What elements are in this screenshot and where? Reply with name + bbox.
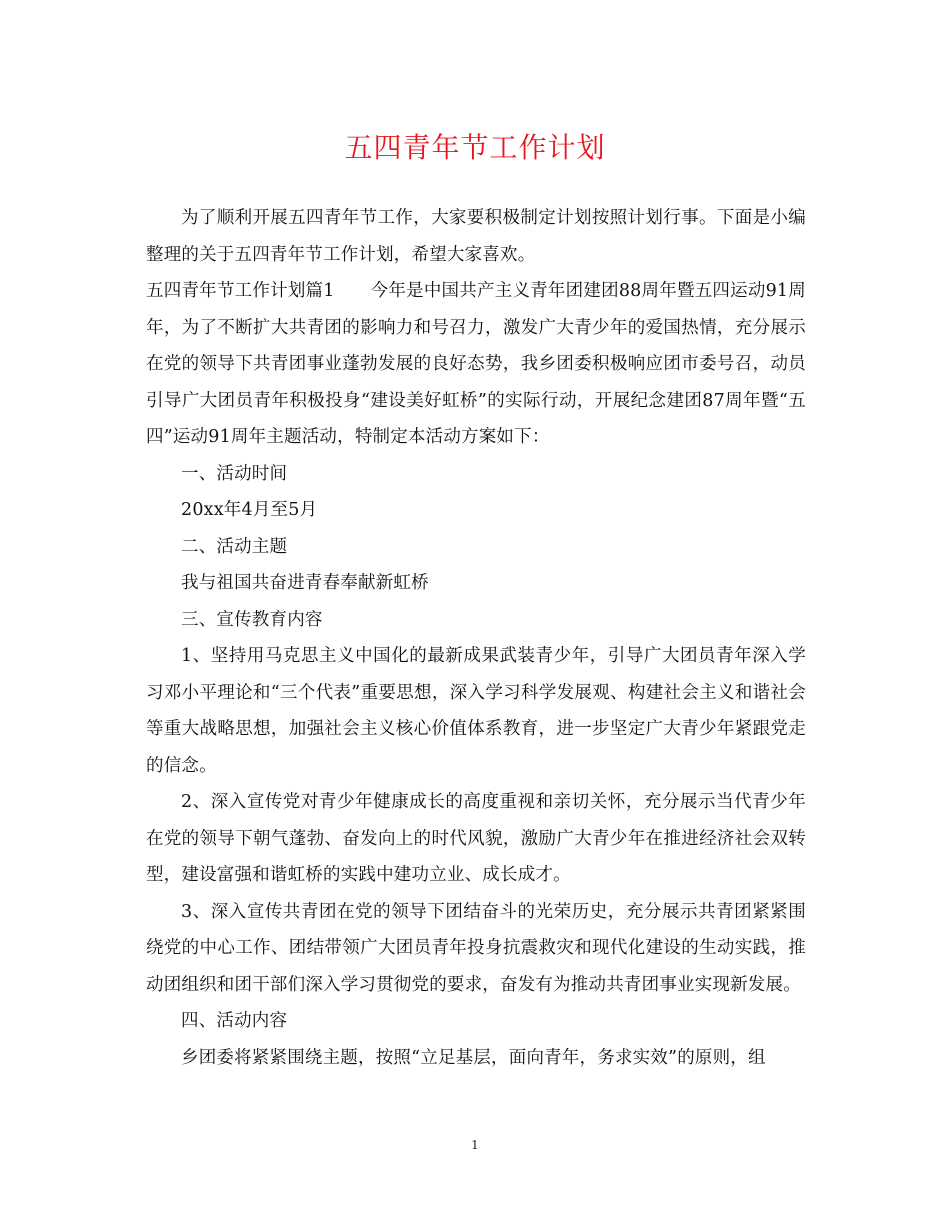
- document-title: 五四青年节工作计划: [344, 131, 606, 164]
- plan1-heading: 五四青年节工作计划篇1: [146, 281, 335, 301]
- section4-text: 乡团委将紧紧围绕主题，按照“立足基层，面向青年，务求实效”的原则，组: [181, 1047, 766, 1068]
- intro-paragraph: 为了顺利开展五四青年节工作，大家要积极制定计划按照计划行事。下面是小编整理的关于五四青年节工作计划，希望大家喜欢。: [146, 208, 806, 265]
- section1-text: 20xx年4月至5月: [181, 500, 318, 520]
- content-item-3: 3、深入宣传共青团在党的领导下团结奋斗的光荣历史，充分展示共青团紧紧围绕党的中心工作、团结带领广大团员青年投身抗震救灾和现代化建设的生动实践，推动团组织和团干部们深入学习贯彻党的要求，奋发有为推动共青团事业实现新发展。: [146, 901, 806, 995]
- section3-title: 三、宣传教育内容: [181, 609, 323, 630]
- document-body: [146, 200, 806, 1076]
- plan1-paragraph: [146, 273, 806, 456]
- plan1-opening: 今年是中国共产主义青年团建团88周年暨五四运动91周年，为了不断扩大共青团的影响力和号召力，激发广大青少年的爱国热情，充分展示在党的领导下共青团事业蓬勃发展的良好态势，我乡团委积极响应团市委号召，动员引导广大团员青年积极投身“建设美好虹桥”的实际行动，开展纪念建团87周年暨“五四”运动91周年主题活动，特制定本活动方案如下：: [146, 281, 806, 447]
- section1-title: 一、活动时间: [181, 463, 288, 484]
- section4-title: 四、活动内容: [181, 1011, 288, 1031]
- page-number: 1: [471, 1138, 479, 1152]
- section2-title: 二、活动主题: [181, 536, 288, 557]
- content-item-1: 1、坚持用马克思主义中国化的最新成果武装青少年，引导广大团员青年深入学习邓小平理论和“三个代表”重要思想，深入学习科学发展观、构建社会主义和谐社会等重大战略思想，加强社会主义核心价值体系教育，进一步坚定广大青少年紧跟党走的信念。: [146, 646, 806, 776]
- content-item-2: 2、深入宣传党对青少年健康成长的高度重视和亲切关怀，充分展示当代青少年在党的领导下朝气蓬勃、奋发向上的时代风貌，激励广大青少年在推进经济社会双转型，建设富强和谐虹桥的实践中建功立业、成长成才。: [146, 792, 806, 885]
- section2-text: 我与祖国共奋进青春奉献新虹桥: [181, 573, 429, 593]
